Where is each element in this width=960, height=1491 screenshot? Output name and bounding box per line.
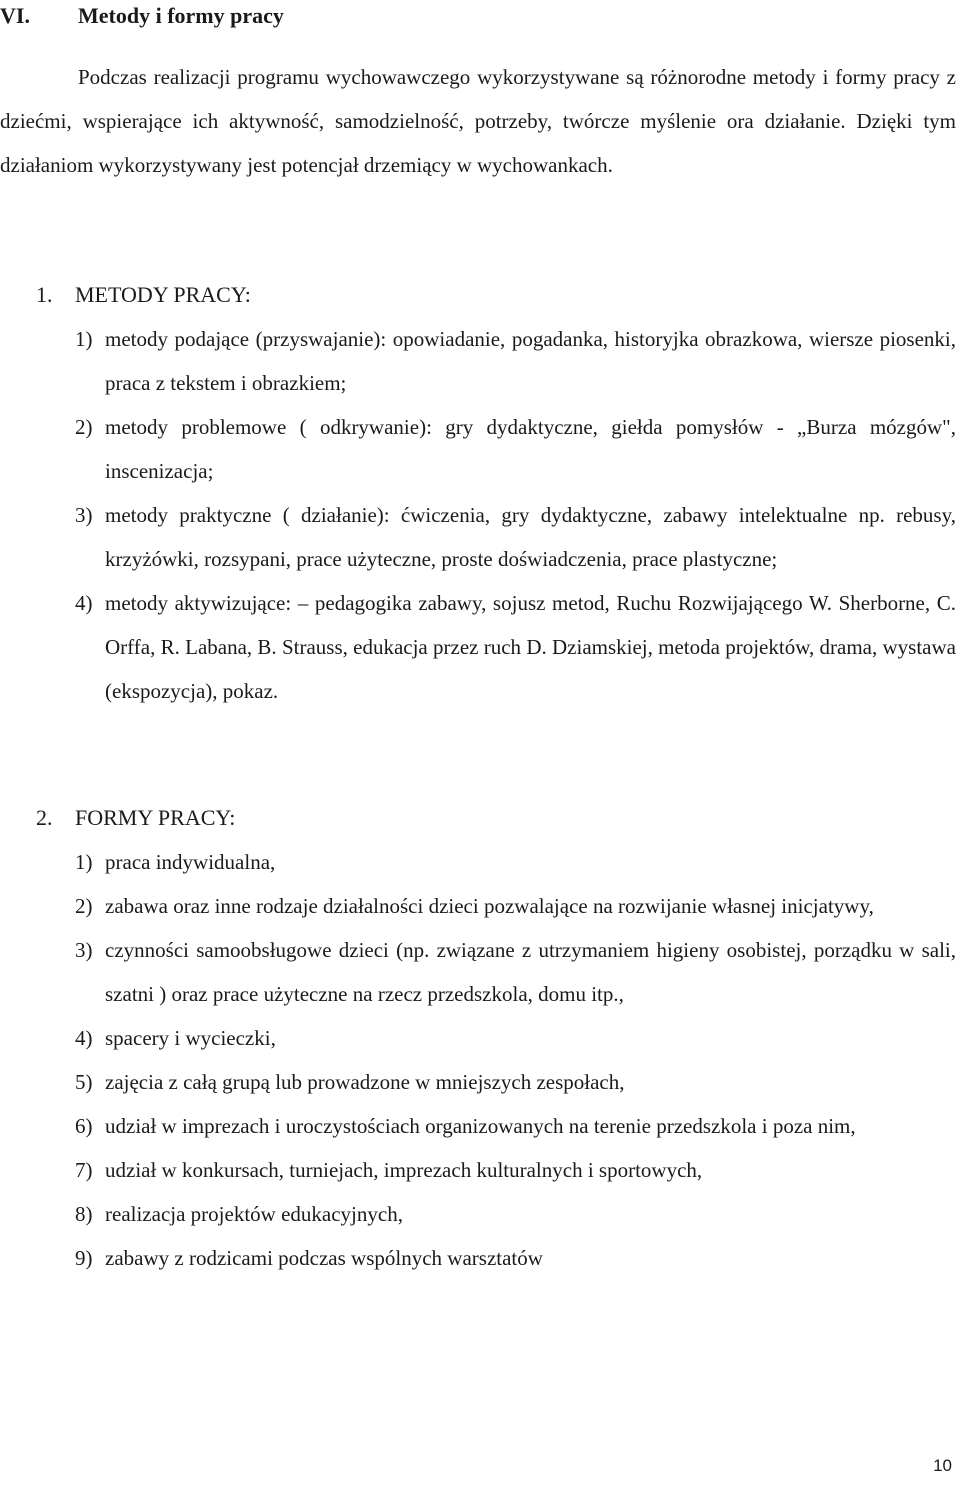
item-text: metody aktywizujące: – pedagogika zabawy, sojusz metod, Ruchu Rozwijającego W. Sherborne, C. Orffa, R. Labana, B. Strauss, edukacja przez ruch D. Dziamskiej, metoda projektów, drama, wystawa (ekspozycja), pokaz. xyxy=(105,591,956,703)
item-number: 8) xyxy=(75,1202,93,1226)
list-item xyxy=(0,581,956,713)
item-number: 4) xyxy=(75,1026,93,1050)
item-text: metody praktyczne ( działanie): ćwiczenia, gry dydaktyczne, zabawy intelektualne np. rebusy, krzyżówki, rozsypani, prace użyteczne, proste doświadczenia, prace plastyczne; xyxy=(105,503,956,571)
list-item xyxy=(0,840,956,884)
item-text: zajęcia z całą grupą lub prowadzone w mniejszych zespołach, xyxy=(105,1070,625,1094)
section-title: METODY PRACY: xyxy=(75,282,251,307)
item-text: metody podające (przyswajanie): opowiadanie, pogadanka, historyjka obrazkowa, wiersze piosenki, praca z tekstem i obrazkiem; xyxy=(105,327,956,395)
item-number: 5) xyxy=(75,1070,93,1094)
forms-list xyxy=(0,840,956,1280)
list-item xyxy=(0,1192,956,1236)
item-text: udział w imprezach i uroczystościach organizowanych na terenie przedszkola i poza nim, xyxy=(105,1114,856,1138)
item-text: praca indywidualna, xyxy=(105,850,276,874)
intro-paragraph: Podczas realizacji programu wychowawczego wykorzystywane są różnorodne metody i formy pracy z dziećmi, wspierające ich aktywność, samodzielność, potrzeby, twórcze myślenie ora działanie. Dzięki tym działaniom wykorzystywany jest potencjał drzemiący w wychowankach. xyxy=(0,65,956,177)
item-text: zabawa oraz inne rodzaje działalności dzieci pozwalające na rozwijanie własnej inicjatywy, xyxy=(105,894,874,918)
chapter-title: Metody i formy pracy xyxy=(78,3,284,28)
chapter-number: VI. xyxy=(0,3,30,28)
item-number: 3) xyxy=(75,938,93,962)
section-number: 1. xyxy=(36,282,53,307)
item-number: 1) xyxy=(75,327,93,351)
item-text: metody problemowe ( odkrywanie): gry dydaktyczne, giełda pomysłów - „Burza mózgów", inscenizacja; xyxy=(105,415,956,483)
chapter-heading xyxy=(0,0,284,38)
list-item xyxy=(0,1148,956,1192)
item-number: 2) xyxy=(75,415,93,439)
section-heading-forms xyxy=(36,796,235,840)
item-text: zabawy z rodzicami podczas wspólnych warsztatów xyxy=(105,1246,543,1270)
item-text: spacery i wycieczki, xyxy=(105,1026,276,1050)
section-title: FORMY PRACY: xyxy=(75,805,236,830)
list-item xyxy=(0,884,956,928)
item-text: udział w konkursach, turniejach, imprezach kulturalnych i sportowych, xyxy=(105,1158,703,1182)
item-number: 2) xyxy=(75,894,93,918)
item-text: realizacja projektów edukacyjnych, xyxy=(105,1202,403,1226)
list-item xyxy=(0,928,956,1016)
item-text: czynności samoobsługowe dzieci (np. związane z utrzymaniem higieny osobistej, porządku w sali, szatni ) oraz prace użyteczne na rzecz przedszkola, domu itp., xyxy=(105,938,956,1006)
page-number: 10 xyxy=(933,1456,952,1475)
item-number: 3) xyxy=(75,503,93,527)
list-item xyxy=(0,405,956,493)
list-item xyxy=(0,1060,956,1104)
list-item xyxy=(0,1236,956,1280)
section-number: 2. xyxy=(36,805,53,830)
item-number: 7) xyxy=(75,1158,93,1182)
section-heading-methods xyxy=(36,273,251,317)
item-number: 1) xyxy=(75,850,93,874)
list-item xyxy=(0,1104,956,1148)
item-number: 4) xyxy=(75,591,93,615)
list-item xyxy=(0,1016,956,1060)
methods-list xyxy=(0,317,956,713)
item-number: 9) xyxy=(75,1246,93,1270)
list-item xyxy=(0,493,956,581)
list-item xyxy=(0,317,956,405)
item-number: 6) xyxy=(75,1114,93,1138)
